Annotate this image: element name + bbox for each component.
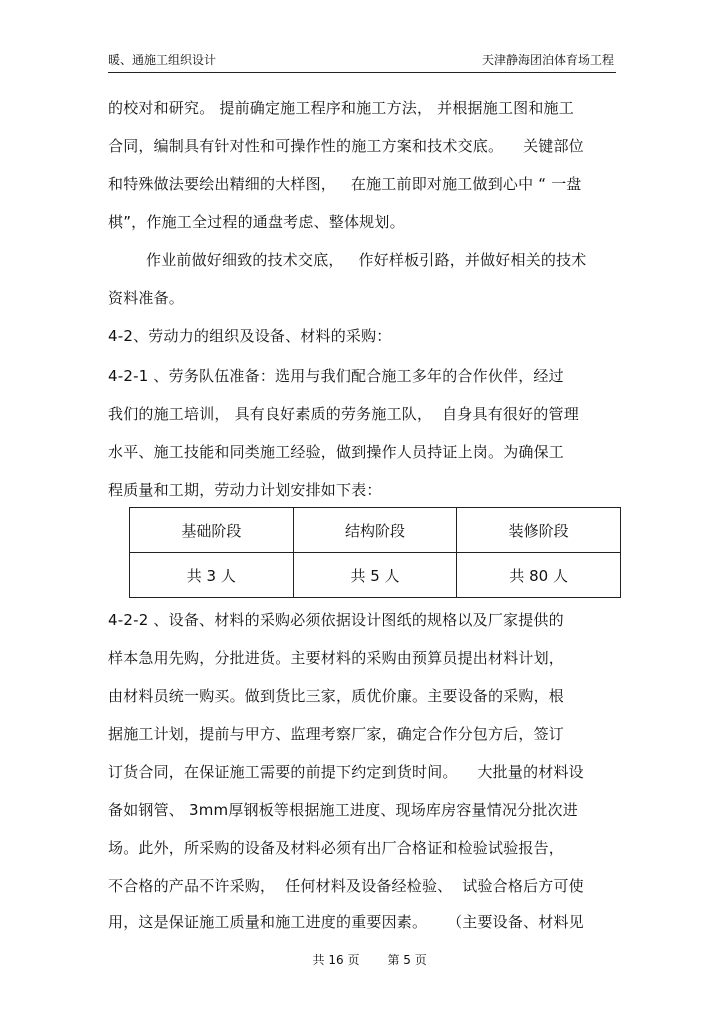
body-line: 的校对和研究。 提前确定施工程序和施工方法， 并根据施工图和施工 xyxy=(108,99,574,117)
body-line: 水平、施工技能和同类施工经验，做到操作人员持证上岗。为确保工 xyxy=(108,443,565,461)
page-footer xyxy=(0,936,724,984)
body-line: 场。此外，所采购的设备及材料必须有出厂合格证和检验试验报告， xyxy=(108,839,565,857)
body-line: 程质量和工期，劳动力计划安排如下表： xyxy=(108,481,382,499)
table-header-row xyxy=(130,508,621,553)
body-line: 不合格的产品不许采购， 任何材料及设备经检验、 试验合格后方可使 xyxy=(108,877,584,895)
table-header-cell: 装修阶段 xyxy=(457,508,621,553)
body-line: 和特殊做法要绘出精细的大样图， 在施工前即对施工做到心中 “ 一盘 xyxy=(108,175,582,193)
table-row xyxy=(130,553,621,598)
body-line: 作业前做好细致的技术交底， 作好样板引路，并做好相关的技术 xyxy=(146,251,587,269)
body-line: 由材料员统一购买。做到货比三家，质优价廉。主要设备的采购，根 xyxy=(108,687,565,705)
section-heading: 4-2、劳动力的组织及设备、材料的采购： xyxy=(108,327,392,345)
table-cell: 共 80 人 xyxy=(457,553,621,598)
body-line: 备如钢管、 3mm厚钢板等根据施工进度、现场库房容量情况分批次进 xyxy=(108,801,578,819)
body-line: 我们的施工培训， 具有良好素质的劳务施工队， 自身具有很好的管理 xyxy=(108,405,579,423)
header-project-name: 天津静海团泊体育场工程 xyxy=(481,53,614,67)
body-line: 合同，编制具有针对性和可操作性的施工方案和技术交底。 关键部位 xyxy=(108,137,584,155)
body-line: 订货合同，在保证施工需要的前提下约定到货时间。 大批量的材料设 xyxy=(108,763,584,781)
header-document-title: 暖、通施工组织设计 xyxy=(108,53,217,67)
body-line: 资料准备。 xyxy=(108,289,185,307)
body-line: 4-2-1 、劳务队伍准备：选用与我们配合施工多年的合作伙伴，经过 xyxy=(108,367,564,385)
body-line: 用，这是保证施工质量和施工进度的重要因素。 （主要设备、材料见 xyxy=(108,913,584,931)
table-header-cell: 基础阶段 xyxy=(130,508,294,553)
body-line: 样本急用先购，分批进货。主要材料的采购由预算员提出材料计划， xyxy=(108,649,565,667)
total-pages: 共 16 页 xyxy=(312,953,360,967)
page-header xyxy=(108,50,616,73)
table-cell: 共 3 人 xyxy=(130,553,294,598)
table-cell: 共 5 人 xyxy=(293,553,457,598)
body-line: 棋”，作施工全过程的通盘考虑、整体规划。 xyxy=(108,213,405,231)
body-line: 据施工计划，提前与甲方、监理考察厂家，确定合作分包方后，签订 xyxy=(108,725,565,743)
labor-plan-table xyxy=(129,507,621,598)
current-page: 第 5 页 xyxy=(387,953,427,967)
body-line: 4-2-2 、设备、材料的采购必须依据设计图纸的规格以及厂家提供的 xyxy=(108,611,564,629)
table-header-cell: 结构阶段 xyxy=(293,508,457,553)
